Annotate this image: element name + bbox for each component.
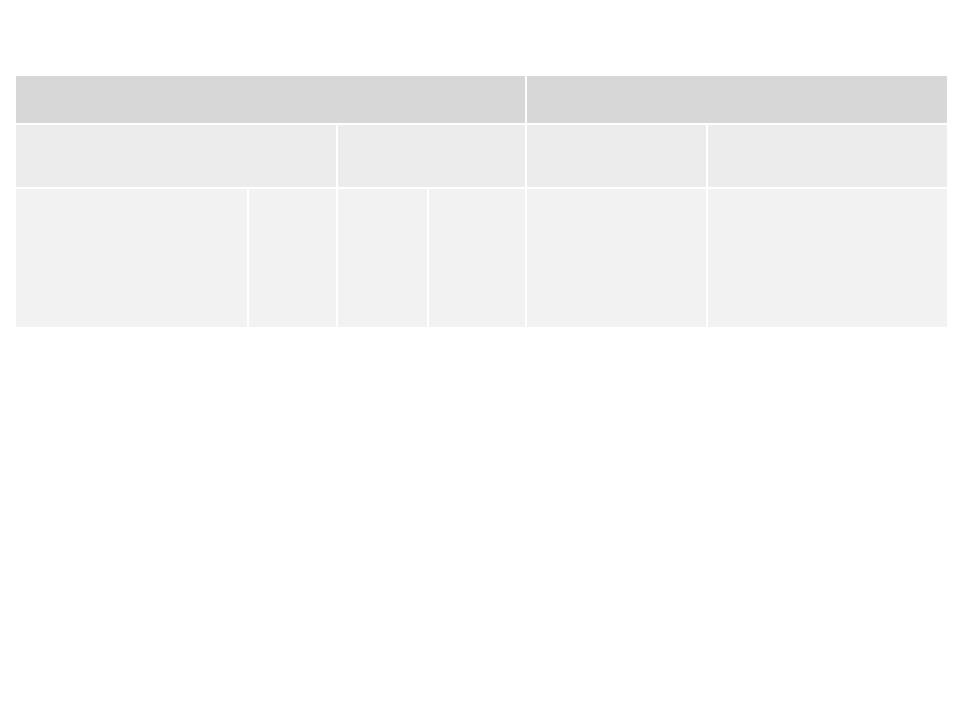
- subheader-artificial-variable: [338, 125, 525, 187]
- method-self-polarization: [527, 189, 706, 327]
- header-natural-field: [527, 76, 947, 123]
- method-magnetotelluric: [708, 189, 947, 327]
- subheader-natural-variable: [708, 125, 947, 187]
- method-resistance: [16, 189, 247, 327]
- subheader-natural-constant: [527, 125, 706, 187]
- method-frequency: [338, 189, 427, 327]
- header-artificial-field: [16, 76, 525, 123]
- subheader-artificial-constant: [16, 125, 336, 187]
- method-polarization: [249, 189, 336, 327]
- method-transient: [429, 189, 525, 327]
